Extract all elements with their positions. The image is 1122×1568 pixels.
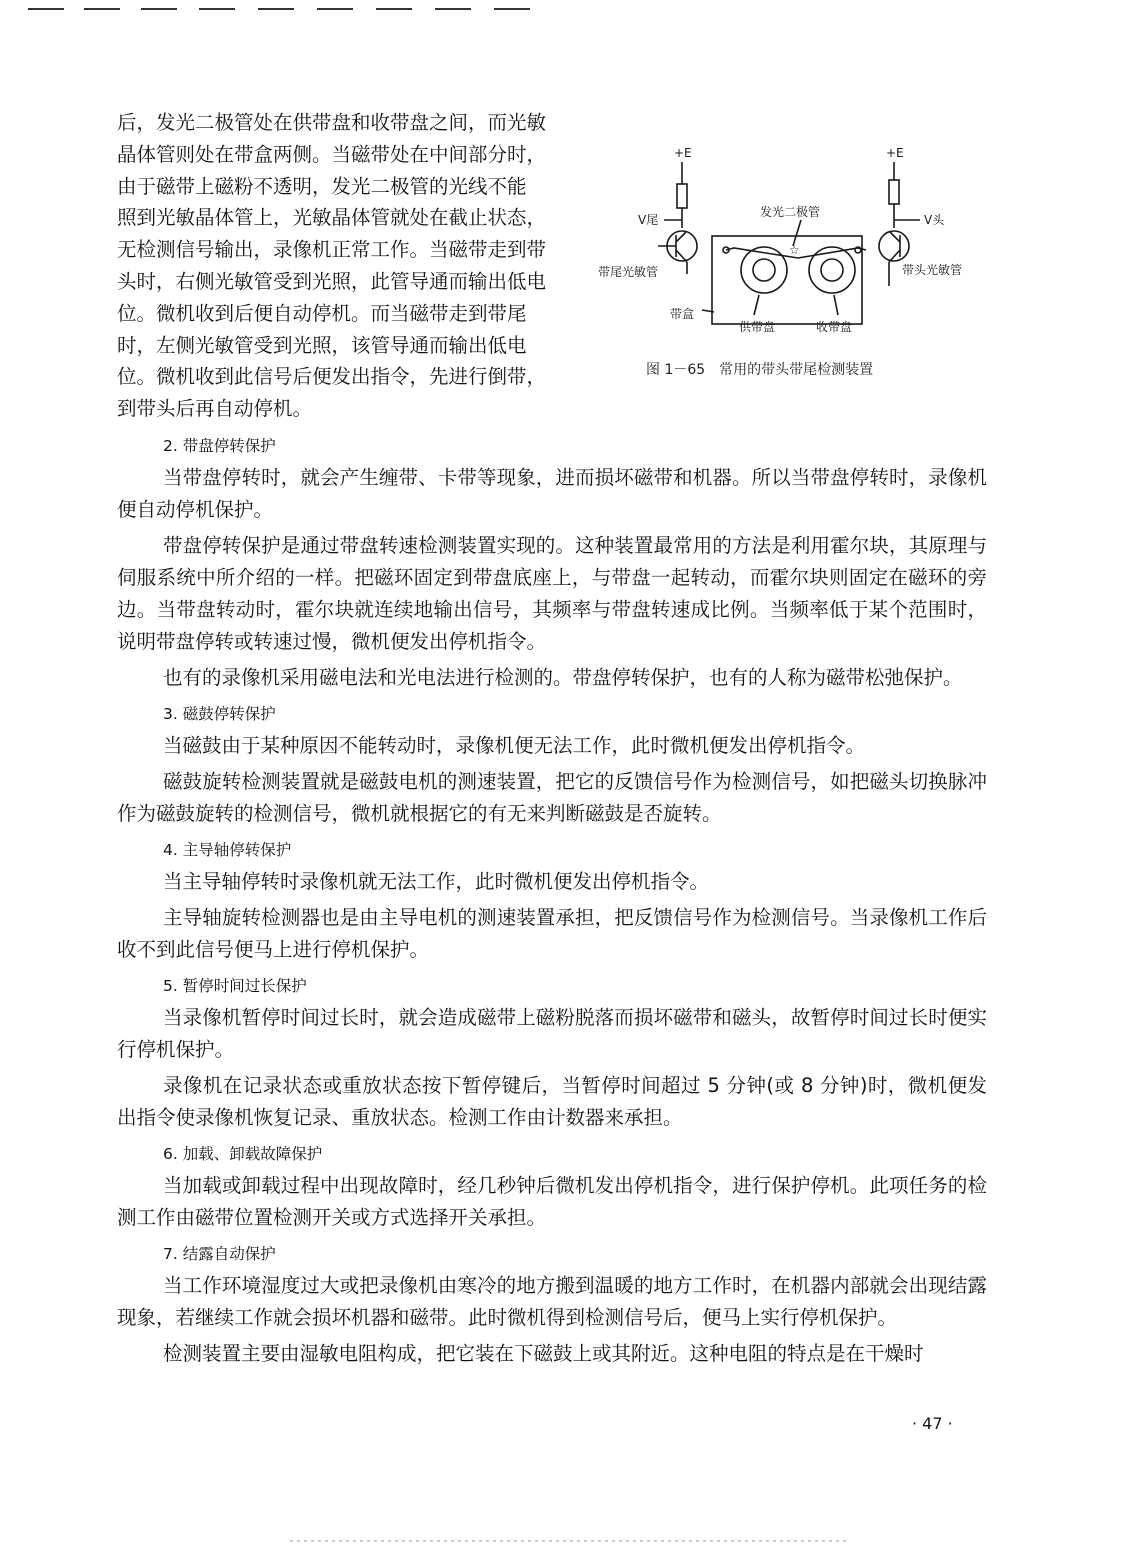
paragraph: 录像机在记录状态或重放状态按下暂停键后，当暂停时间超过 5 分钟(或 8 分钟)时，微机便发出指令使录像机恢复记录、重放状态。检测工作由计数器来承担。 [117,1074,987,1129]
intro-text [117,107,579,425]
bottom-scan-noise [290,1540,850,1542]
circuit-diagram [594,140,984,340]
paragraph: 带盘停转保护是通过带盘转速检测装置实现的。这种装置最常用的方法是利用霍尔块，其原理与伺服系统中所介绍的一样。把磁环固定到带盘底座上，与带盘一起转动，而霍尔块则固定在磁环的旁边。当带盘转动时，霍尔块就连续地输出信号，其频率与带盘转速成比例。当频率低于某个范围时，说明带盘停转或转速过慢，微机便发出停机指令。 [117,534,987,653]
paragraph: 检测装置主要由湿敏电阻构成，把它装在下磁鼓上或其附近。这种电阻的特点是在干燥时 [163,1342,924,1365]
plus-e-right-label: +E [886,146,904,160]
v-head-label: V头 [924,213,945,227]
intro-line: 时，左侧光敏管受到光照，该管导通而输出低电 [117,333,527,357]
intro-line: 到带头后再自动停机。 [117,397,313,421]
tape-end-detector-figure [594,140,984,340]
led-label: 发光二极管 [760,205,821,219]
paragraph: 当加载或卸载过程中出现故障时，经几秒钟后微机发出停机指令，进行保护停机。此项任务的检测工作由磁带位置检测开关或方式选择开关承担。 [117,1174,987,1229]
section-heading: 3. 磁鼓停转保护 [163,705,276,723]
head-sensor-label: 带头光敏管 [902,263,963,277]
figure-caption: 图 1－65 常用的带头带尾检测装置 [646,362,874,378]
paragraph: 磁鼓旋转检测装置就是磁鼓电机的测速装置，把它的反馈信号作为检测信号，如把磁头切换脉冲作为磁鼓旋转的检测信号，微机就根据它的有无来判断磁鼓是否旋转。 [117,770,987,825]
intro-line: 位。微机收到此信号后便发出指令，先进行倒带， [117,365,547,389]
section-heading: 7. 结露自动保护 [163,1245,276,1263]
tail-sensor-label: 带尾光敏管 [598,265,659,279]
section-heading: 6. 加载、卸载故障保护 [163,1145,323,1163]
paragraph: 也有的录像机采用磁电法和光电法进行检测的。带盘停转保护，也有的人称为磁带松弛保护。 [163,666,963,689]
paragraph: 当主导轴停转时录像机就无法工作，此时微机便发出停机指令。 [163,870,710,893]
section-heading: 2. 带盘停转保护 [163,437,276,455]
top-scan-dashes [28,8,528,14]
plus-e-left-label: +E [674,146,692,160]
v-tail-label: V尾 [638,213,659,227]
body-text [117,430,987,1374]
supply-reel-label: 供带盘 [739,320,776,334]
intro-line: 位。微机收到后便自动停机。而当磁带走到带尾 [117,301,527,325]
page-number: · 47 · [912,1414,953,1433]
paragraph: 当带盘停转时，就会产生缠带、卡带等现象，进而损坏磁带和机器。所以当带盘停转时，录像机便自动停机保护。 [117,466,987,521]
section-heading: 4. 主导轴停转保护 [163,841,292,859]
intro-line: 后，发光二极管处在供带盘和收带盘之间，而光敏 [117,111,547,134]
intro-line: 照到光敏晶体管上，光敏晶体管就处在截止状态， [117,206,547,230]
intro-line: 头时，右侧光敏管受到光照，此管导通而输出低电 [117,269,547,293]
takeup-reel-label: 收带盘 [816,320,853,334]
intro-line: 无检测信号输出，录像机正常工作。当磁带走到带 [117,238,547,262]
paragraph: 当工作环境湿度过大或把录像机由寒冷的地方搬到温暖的地方工作时，在机器内部就会出现结露现象，若继续工作就会损坏机器和磁带。此时微机得到检测信号后，便马上实行停机保护。 [117,1274,987,1329]
cassette-label: 带盒 [670,307,695,321]
paragraph: 主导轴旋转检测器也是由主导电机的测速装置承担，把反馈信号作为检测信号。当录像机工作后收不到此信号便马上进行停机保护。 [117,906,987,961]
led-symbol: ☆ [789,243,800,257]
paragraph: 当录像机暂停时间过长时，就会造成磁带上磁粉脱落而损坏磁带和磁头，故暂停时间过长时便实行停机保护。 [117,1006,987,1061]
section-heading: 5. 暂停时间过长保护 [163,977,307,995]
intro-line: 由于磁带上磁粉不透明，发光二极管的光线不能 [117,174,527,198]
paragraph: 当磁鼓由于某种原因不能转动时，录像机便无法工作，此时微机便发出停机指令。 [163,734,866,757]
intro-line: 晶体管则处在带盒两侧。当磁带处在中间部分时， [117,142,547,166]
